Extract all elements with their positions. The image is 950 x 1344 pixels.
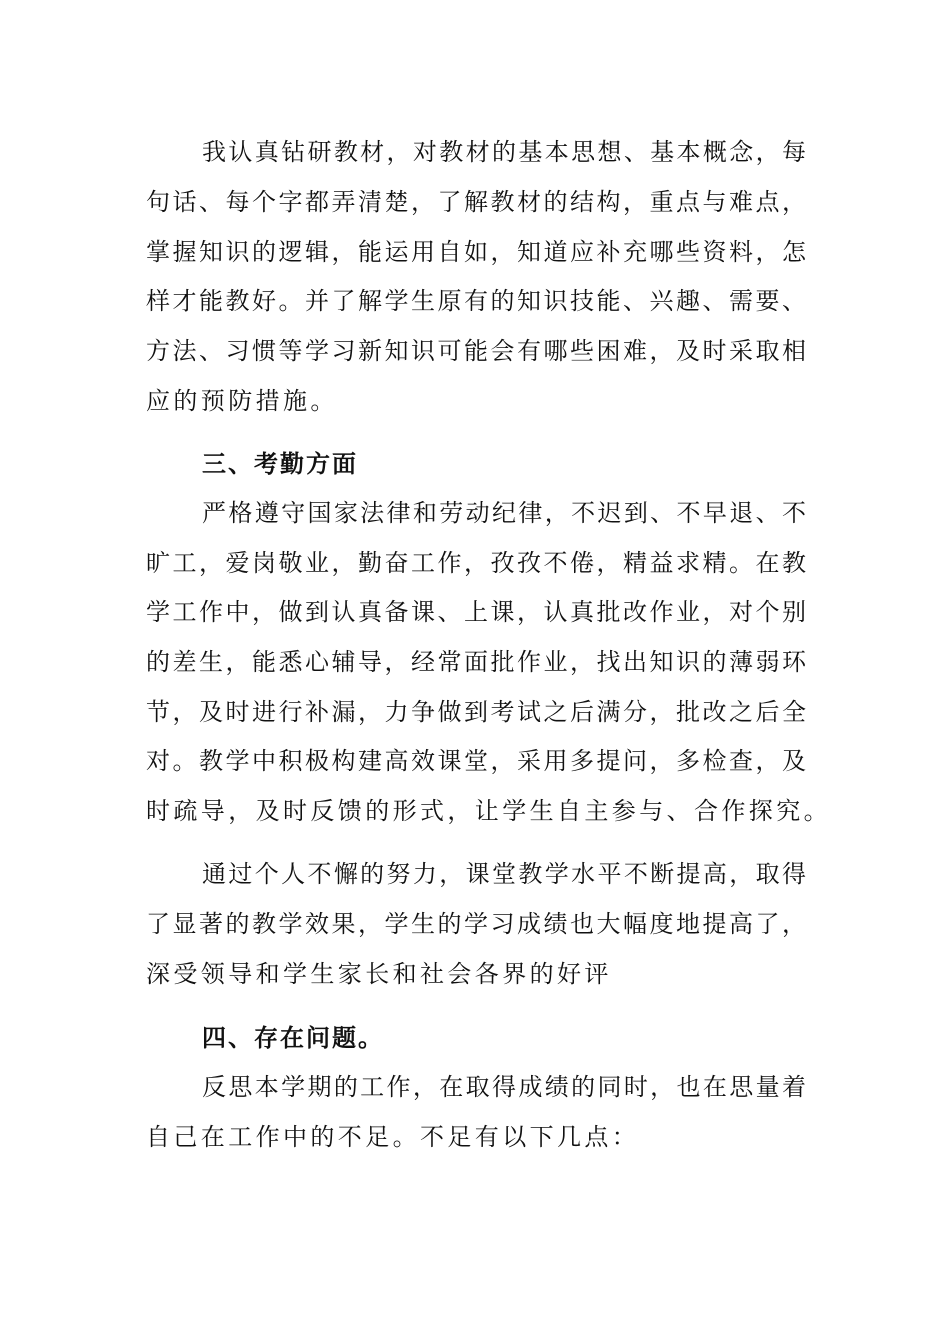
paragraph-2-line-2: 旷工，爱岗敬业，勤奋工作，孜孜不倦，精益求精。在教 — [146, 549, 806, 577]
section-heading-problems: 四、存在问题。 — [202, 1024, 384, 1052]
paragraph-2-line-5: 节，及时进行补漏，力争做到考试之后满分，批改之后全 — [146, 698, 806, 726]
paragraph-3-line-3: 深受领导和学生家长和社会各界的好评 — [146, 960, 612, 988]
paragraph-4-line-1: 反思本学期的工作，在取得成绩的同时，也在思量着 — [202, 1073, 806, 1101]
paragraph-2-line-7: 时疏导，及时反馈的形式，让学生自主参与、合作探究。 — [146, 797, 831, 825]
paragraph-1-line-1: 我认真钻研教材，对教材的基本思想、基本概念，每 — [202, 138, 806, 166]
paragraph-2-line-6: 对。教学中积极构建高效课堂，采用多提问，多检查，及 — [146, 747, 806, 775]
paragraph-1-line-4: 样才能教好。并了解学生原有的知识技能、兴趣、需要、 — [146, 287, 806, 315]
paragraph-1-line-5: 方法、习惯等学习新知识可能会有哪些困难，及时采取相 — [146, 337, 806, 365]
section-heading-attendance: 三、考勤方面 — [202, 450, 358, 478]
paragraph-2-line-4: 的差生，能悉心辅导，经常面批作业，找出知识的薄弱环 — [146, 648, 806, 676]
paragraph-1-line-2: 句话、每个字都弄清楚，了解教材的结构，重点与难点， — [146, 188, 806, 216]
paragraph-2-line-1: 严格遵守国家法律和劳动纪律，不迟到、不早退、不 — [202, 499, 806, 527]
paragraph-1-line-6: 应的预防措施。 — [146, 387, 338, 415]
paragraph-2-line-3: 学工作中，做到认真备课、上课，认真批改作业，对个别 — [146, 598, 806, 626]
paragraph-4-line-2: 自己在工作中的不足。不足有以下几点： — [146, 1123, 640, 1151]
paragraph-3-line-2: 了显著的教学效果，学生的学习成绩也大幅度地提高了， — [146, 910, 806, 938]
paragraph-1-line-3: 掌握知识的逻辑，能运用自如，知道应补充哪些资料，怎 — [146, 238, 806, 266]
paragraph-3-line-1: 通过个人不懈的努力，课堂教学水平不断提高，取得 — [202, 860, 806, 888]
